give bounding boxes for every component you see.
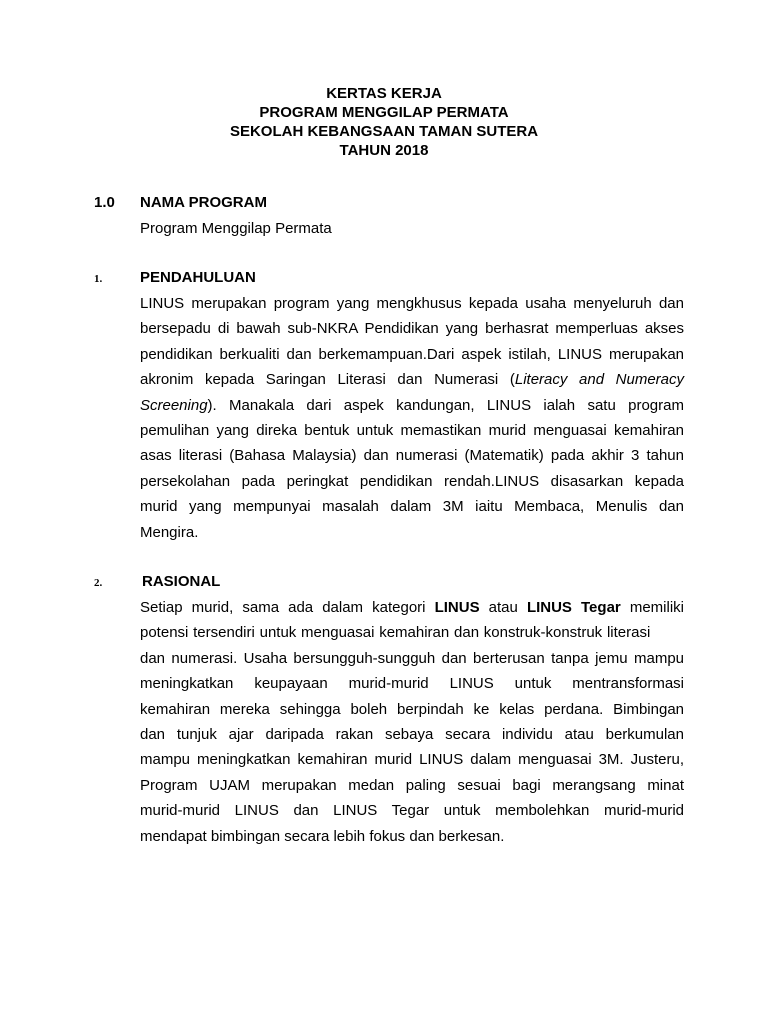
title-line: SEKOLAH KEBANGSAAN TAMAN SUTERA — [229, 123, 539, 140]
paragraph-line: dan tunjuk ajar daripada rakan sebaya secara individu atau berkumulan — [140, 725, 684, 743]
paragraph-line: LINUS merupakan program yang mengkhusus kepada usaha menyeluruh dan — [140, 295, 684, 312]
paragraph-line — [140, 370, 684, 395]
line-text: atau — [488, 599, 518, 616]
section-heading: NAMA PROGRAM — [140, 194, 267, 211]
paragraph-line: murid yang mempunyai masalah dalam 3M iaitu Membaca, Menulis dan — [140, 498, 684, 516]
paragraph-line: meningkatkan keupayaan murid-murid LINUS untuk mentransformasi — [140, 675, 684, 693]
paragraph-line — [140, 396, 684, 421]
rasional-paragraph — [140, 598, 684, 852]
paragraph-line: mendapat bimbingan secara lebih fokus dan berkesan. — [140, 827, 505, 845]
section-number: 1.0 — [94, 194, 115, 211]
paragraph-line: Program UJAM merupakan medan paling sesuai bagi merangsang minat — [140, 776, 684, 794]
line-text: memiliki — [629, 599, 684, 616]
pendahuluan-paragraph — [140, 294, 684, 548]
section-number: 1. — [94, 273, 103, 285]
title-line: PROGRAM MENGGILAP PERMATA — [259, 104, 509, 121]
title-line: KERTAS KERJA — [326, 85, 442, 102]
program-name: Program Menggilap Permata — [140, 220, 332, 237]
line-text-italic: Literacy and Numeracy — [514, 371, 685, 389]
title-line: TAHUN 2018 — [339, 142, 429, 159]
paragraph-line: potensi tersendiri untuk menguasai kemahiran dan konstruk-konstruk literasi — [140, 624, 651, 642]
paragraph-line: persekolahan pada peringkat pendidikan rendah.LINUS disasarkan kepada — [140, 472, 684, 490]
section-heading: PENDAHULUAN — [140, 269, 256, 286]
section-heading: RASIONAL — [142, 573, 221, 590]
line-text-italic: Screening — [140, 396, 208, 414]
line-text-bold: LINUS — [434, 599, 480, 616]
section-number: 2. — [94, 577, 103, 589]
paragraph-line: asas literasi (Bahasa Malaysia) dan numerasi (Matematik) pada akhir 3 tahun — [140, 447, 684, 465]
line-text: akronim kepada Saringan Literasi dan Numerasi ( — [140, 371, 515, 389]
paragraph-line: pendidikan berkualiti dan berkemampuan.Dari aspek istilah, LINUS merupakan — [140, 345, 684, 363]
line-text: ). Manakala dari aspek kandungan, LINUS ialah satu program — [207, 396, 684, 414]
paragraph-line: Mengira. — [140, 523, 199, 541]
line-text: Setiap murid, sama ada dalam kategori — [140, 599, 426, 616]
paragraph-line — [140, 598, 684, 623]
paragraph-line: dan numerasi. Usaha bersungguh-sungguh dan berterusan tanpa jemu mampu — [140, 649, 684, 667]
paragraph-line: pemulihan yang direka bentuk untuk memastikan murid menguasai kemahiran — [140, 421, 684, 439]
line-text-bold: LINUS Tegar — [526, 599, 621, 616]
document-title — [0, 84, 768, 160]
paragraph-line: mampu meningkatkan kemahiran murid LINUS dalam menguasai 3M. Justeru, — [140, 751, 684, 769]
paragraph-line: bersepadu di bawah sub-NKRA Pendidikan yang berhasrat memperluas akses — [140, 320, 684, 338]
paragraph-line: kemahiran mereka sehingga boleh berpindah ke kelas perdana. Bimbingan — [140, 700, 684, 718]
paragraph-line: murid-murid LINUS dan LINUS Tegar untuk membolehkan murid-murid — [140, 802, 684, 820]
